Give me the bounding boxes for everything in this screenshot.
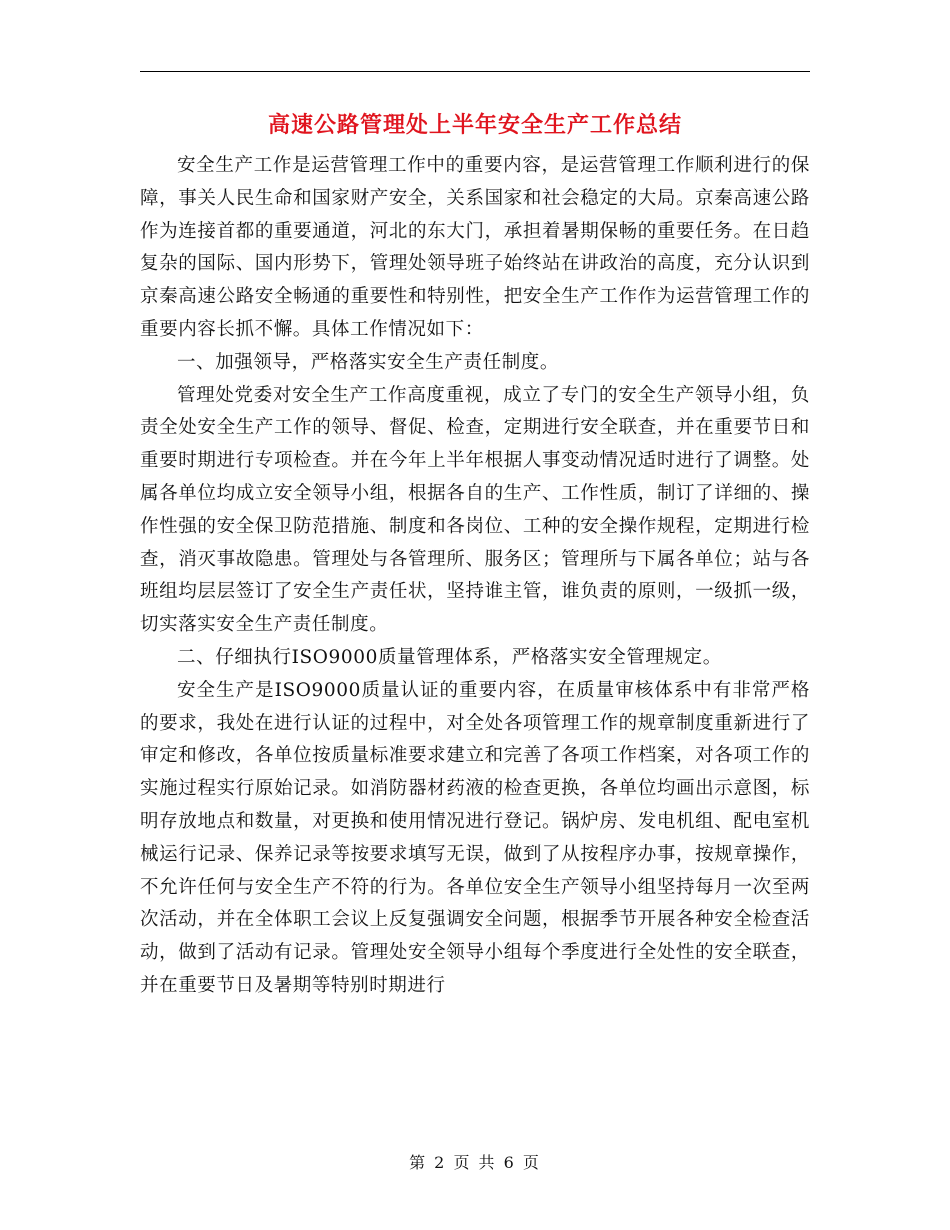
header-rule: [140, 71, 810, 72]
paragraph-intro: 安全生产工作是运营管理工作中的重要内容，是运营管理工作顺利进行的保障，事关人民生命和国家财产安全，关系国家和社会稳定的大局。京秦高速公路作为连接首都的重要通道，河北的东大门，承担着暑期保畅的重要任务。在日趋复杂的国际、国内形势下，管理处领导班子始终站在讲政治的高度，充分认识到京秦高速公路安全畅通的重要性和特别性，把安全生产工作作为运营管理工作的重要内容长抓不懈。具体工作情况如下：: [140, 155, 810, 340]
section-heading-2: 二、仔细执行ISO9000质量管理体系，严格落实安全管理规定。: [177, 646, 722, 668]
page-number: 第 2 页 共 6 页: [409, 1153, 541, 1172]
section-heading-1: 一、加强领导，严格落实安全生产责任制度。: [177, 351, 560, 373]
paragraph-section-1: 管理处党委对安全生产工作高度重视，成立了专门的安全生产领导小组，负责全处安全生产工作的领导、督促、检查，定期进行安全联查，并在重要节日和重要时期进行专项检查。并在今年上半年根据人事变动情况适时进行了调整。处属各单位均成立安全领导小组，根据各自的生产、工作性质，制订了详细的、操作性强的安全保卫防范措施、制度和各岗位、工种的安全操作规程，定期进行检查，消灭事故隐患。管理处与各管理所、服务区；管理所与下属各单位；站与各班组均层层签订了安全生产责任状，坚持谁主管，谁负责的原则，一级抓一级，切实落实安全生产责任制度。: [140, 384, 810, 636]
paragraph-section-2: 安全生产是ISO9000质量认证的重要内容，在质量审核体系中有非常严格的要求，我处在进行认证的过程中，对全处各项管理工作的规章制度重新进行了审定和修改，各单位按质量标准要求建立和完善了各项工作档案，对各项工作的实施过程实行原始记录。如消防器材药液的检查更换，各单位均画出示意图，标明存放地点和数量，对更换和使用情况进行登记。锅炉房、发电机组、配电室机械运行记录、保养记录等按要求填写无误，做到了从按程序办事，按规章操作，不允许任何与安全生产不符的行为。各单位安全生产领导小组坚持每月一次至两次活动，并在全体职工会议上反复强调安全问题，根据季节开展各种安全检查活动，做到了活动有记录。管理处安全领导小组每个季度进行全处性的安全联查，并在重要节日及暑期等特别时期进行: [140, 679, 810, 996]
document-title: 高速公路管理处上半年安全生产工作总结: [267, 113, 682, 138]
document-body: [140, 150, 810, 1003]
